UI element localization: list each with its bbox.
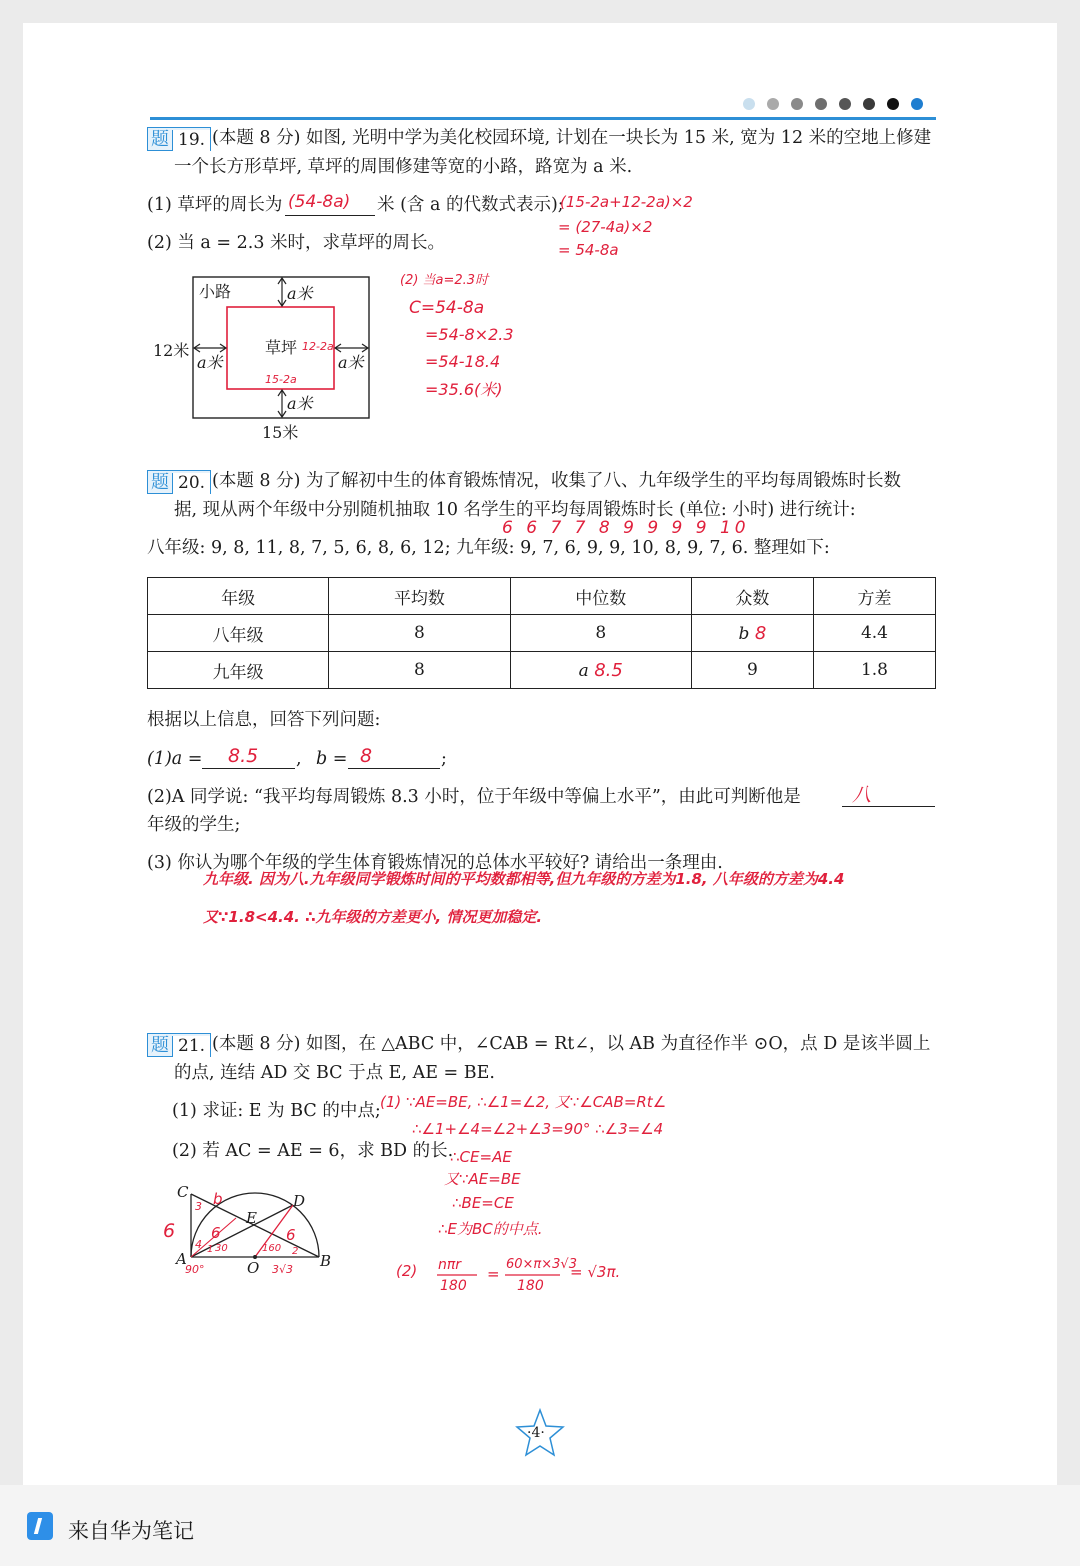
- table-cell: 4.4: [813, 615, 935, 652]
- q19-part1-prefix: (1) 草坪的周长为: [147, 195, 283, 215]
- point-D: D: [293, 1192, 306, 1210]
- comma: ,: [296, 749, 302, 769]
- q19-part1-suffix: 米 (含 a 的代数式表示);: [377, 195, 564, 215]
- q20-part1-b: b =: [316, 749, 348, 769]
- hw-answer-a: 8.5: [228, 745, 259, 767]
- a-right-label: a米: [338, 353, 364, 372]
- q20-intro: 根据以上信息，回答下列问题:: [147, 710, 381, 730]
- hw-fig-90: 90°: [185, 1263, 205, 1276]
- q21-hw-f1-den: 180: [440, 1278, 467, 1294]
- q21-stem-line1: (本题 8 分) 如图，在 △ABC 中，∠CAB = Rt∠，以 AB 为直径作半 ⊙O，点 D 是该半圆上: [212, 1034, 931, 1054]
- q20-stem-line3: 八年级: 9, 8, 11, 8, 7, 5, 6, 8, 6, 12; 九年级: 9, 7, 6, 9, 9, 10, 8, 9, 7, 6. 整理如下:: [147, 538, 830, 558]
- hw-fig-6a: 6: [163, 1220, 176, 1242]
- table-cell: 9: [691, 652, 813, 689]
- q21-stem-line2: 的点, 连结 AD 交 BC 于点 E, AE = BE.: [174, 1063, 495, 1083]
- q21-part2: (2) 若 AC = AE = 6，求 BD 的长.: [172, 1141, 454, 1161]
- footer-label: 来自华为笔记: [68, 1519, 194, 1543]
- mode-b-symbol: b: [738, 623, 750, 644]
- q21-hw-l2: ∴∠1+∠4=∠2+∠3=90° ∴∠3=∠4: [412, 1120, 664, 1138]
- table-cell: 8: [329, 615, 510, 652]
- q20-stem-line1: (本题 8 分) 为了解初中生的体育锻炼情况，收集了八、九年级学生的平均每周锻炼时长数: [212, 471, 901, 491]
- hw-answer-grade: 八: [852, 784, 872, 806]
- q20-part2-line2: 年级的学生;: [147, 815, 241, 835]
- hw-answer-3-line1: 九年级. 因为八.九年级同学锻炼时间的平均数都相等,但九年级的方差为1.8, 八年级的方差为4.4: [203, 870, 845, 888]
- hw-fig-6b: 6: [211, 1224, 221, 1242]
- table-header-cell: 平均数: [329, 578, 510, 615]
- table-cell: 8: [510, 615, 691, 652]
- width-12-label: 12米: [153, 341, 190, 360]
- q19-stem-line1: (本题 8 分) 如图, 光明中学为美化校园环境, 计划在一块长为 15 米, 宽为 12 米的空地上修建: [212, 128, 932, 148]
- q19-hw-sol4: =54-18.4: [425, 352, 501, 371]
- q21-hw-f2-num: 60×π×3√3: [506, 1257, 577, 1272]
- q21-hw-l3: ∴CE=AE: [450, 1148, 512, 1166]
- table-cell: 1.8: [813, 652, 935, 689]
- point-A: A: [176, 1250, 187, 1268]
- q20-part3: (3) 你认为哪个年级的学生体育锻炼情况的总体水平较好? 请给出一条理由.: [147, 853, 723, 873]
- hw-fig-3: 3: [195, 1200, 202, 1213]
- question-number: 20.: [172, 473, 210, 494]
- q19-hw-sol1: (2) 当a=2.3时: [400, 273, 489, 288]
- a-top-label: a米: [287, 284, 313, 303]
- hw-answer-b: 8: [360, 745, 373, 767]
- huawei-notes-icon: [27, 1512, 53, 1540]
- a-left-label: a米: [197, 353, 223, 372]
- q21-hw-l6: ∴E为BC的中点.: [438, 1220, 543, 1238]
- hw-fig-b: b: [213, 1190, 223, 1208]
- median-a-symbol: a: [578, 660, 589, 681]
- q21-hw-l4: 又∵AE=BE: [444, 1170, 521, 1188]
- table-cell: 八年级: [148, 615, 329, 652]
- tag-char: 题: [151, 129, 169, 150]
- hw-mode-b: 8: [754, 622, 767, 644]
- hw-fig-2: 2: [292, 1246, 299, 1257]
- q19-hw-sol2: C=54-8a: [409, 298, 485, 318]
- q19-hw-calc3: = 54-8a: [558, 241, 619, 259]
- table-header-cell: 中位数: [510, 578, 691, 615]
- page-number: ·4·: [527, 1425, 545, 1441]
- table-cell: 8: [329, 652, 510, 689]
- q19-hw-side2: 15-2a: [265, 373, 297, 386]
- point-E: E: [246, 1209, 257, 1227]
- hw-fig-1: 1: [207, 1244, 214, 1255]
- q21-hw-f2-den: 180: [517, 1278, 544, 1294]
- q19-hw-calc2: = (27-4a)×2: [558, 218, 653, 236]
- q21-hw-f1-num: nπr: [438, 1257, 462, 1273]
- q19-part2: (2) 当 a = 2.3 米时，求草坪的周长。: [147, 233, 446, 253]
- q20-part2-line1: (2)A 同学说: “我平均每周锻炼 8.3 小时，位于年级中等偏上水平”，由此可判断他是: [147, 787, 801, 807]
- q19-hw-calc1: (15-2a+12-2a)×2: [560, 193, 693, 211]
- a-bottom-label: a米: [287, 394, 313, 413]
- table-header-cell: 众数: [691, 578, 813, 615]
- length-15-label: 15米: [262, 423, 299, 442]
- q21-hw-l1: (1) ∵AE=BE, ∴∠1=∠2, 又∵∠CAB=Rt∠: [380, 1093, 667, 1111]
- tag-char: 题: [151, 472, 169, 493]
- question-number: 19.: [172, 130, 210, 151]
- q19-hw-sol5: =35.6(米): [425, 380, 503, 399]
- hw-fig-3root3: 3√3: [272, 1263, 294, 1276]
- q21-hw-l5: ∴BE=CE: [452, 1194, 514, 1212]
- hw-fig-160: 160: [262, 1243, 282, 1254]
- point-B: B: [320, 1252, 332, 1270]
- point-C: C: [177, 1183, 189, 1201]
- q21-hw-result: = √3π.: [570, 1263, 621, 1281]
- hw-answer-3-line2: 又∵1.8<4.4. ∴九年级的方差更小, 情况更加稳定.: [203, 908, 543, 926]
- hw-fig-4: 4: [195, 1238, 202, 1251]
- point-O: O: [247, 1259, 260, 1277]
- tag-char: 题: [151, 1035, 169, 1056]
- table-header-cell: 年级: [148, 578, 329, 615]
- q20-part1-a: (1)a =: [147, 749, 203, 769]
- table-header-cell: 方差: [813, 578, 935, 615]
- equals: =: [487, 1265, 500, 1283]
- question-number: 21.: [172, 1036, 210, 1057]
- table-cell: 九年级: [148, 652, 329, 689]
- semicolon: ;: [441, 749, 447, 769]
- road-label: 小路: [199, 282, 232, 301]
- q21-part1: (1) 求证: E 为 BC 的中点;: [172, 1101, 381, 1121]
- q19-stem-line2: 一个长方形草坪, 草坪的周围修建等宽的小路，路宽为 a 米.: [174, 157, 633, 177]
- q20-stem-line2: 据, 现从两个年级中分别随机抽取 10 名学生的平均每周锻炼时长 (单位: 小时) 进行统计:: [174, 500, 856, 520]
- q19-hw-side1: 12-2a: [302, 340, 334, 353]
- grass-label: 草坪: [265, 338, 298, 357]
- q20-hw-sorted: 6 6 7 7 8 9 9 9 9 10: [502, 518, 750, 538]
- hw-median-a: 8.5: [594, 659, 623, 681]
- q19-hw-sol3: =54-8×2.3: [425, 325, 514, 344]
- q19-hw-blank: (54-8a): [288, 192, 351, 212]
- app-footer: [0, 1485, 1080, 1566]
- hw-fig-30: 30: [215, 1243, 228, 1254]
- q21-hw-formula-prefix: (2): [396, 1262, 418, 1280]
- hw-fig-6c: 6: [286, 1226, 296, 1244]
